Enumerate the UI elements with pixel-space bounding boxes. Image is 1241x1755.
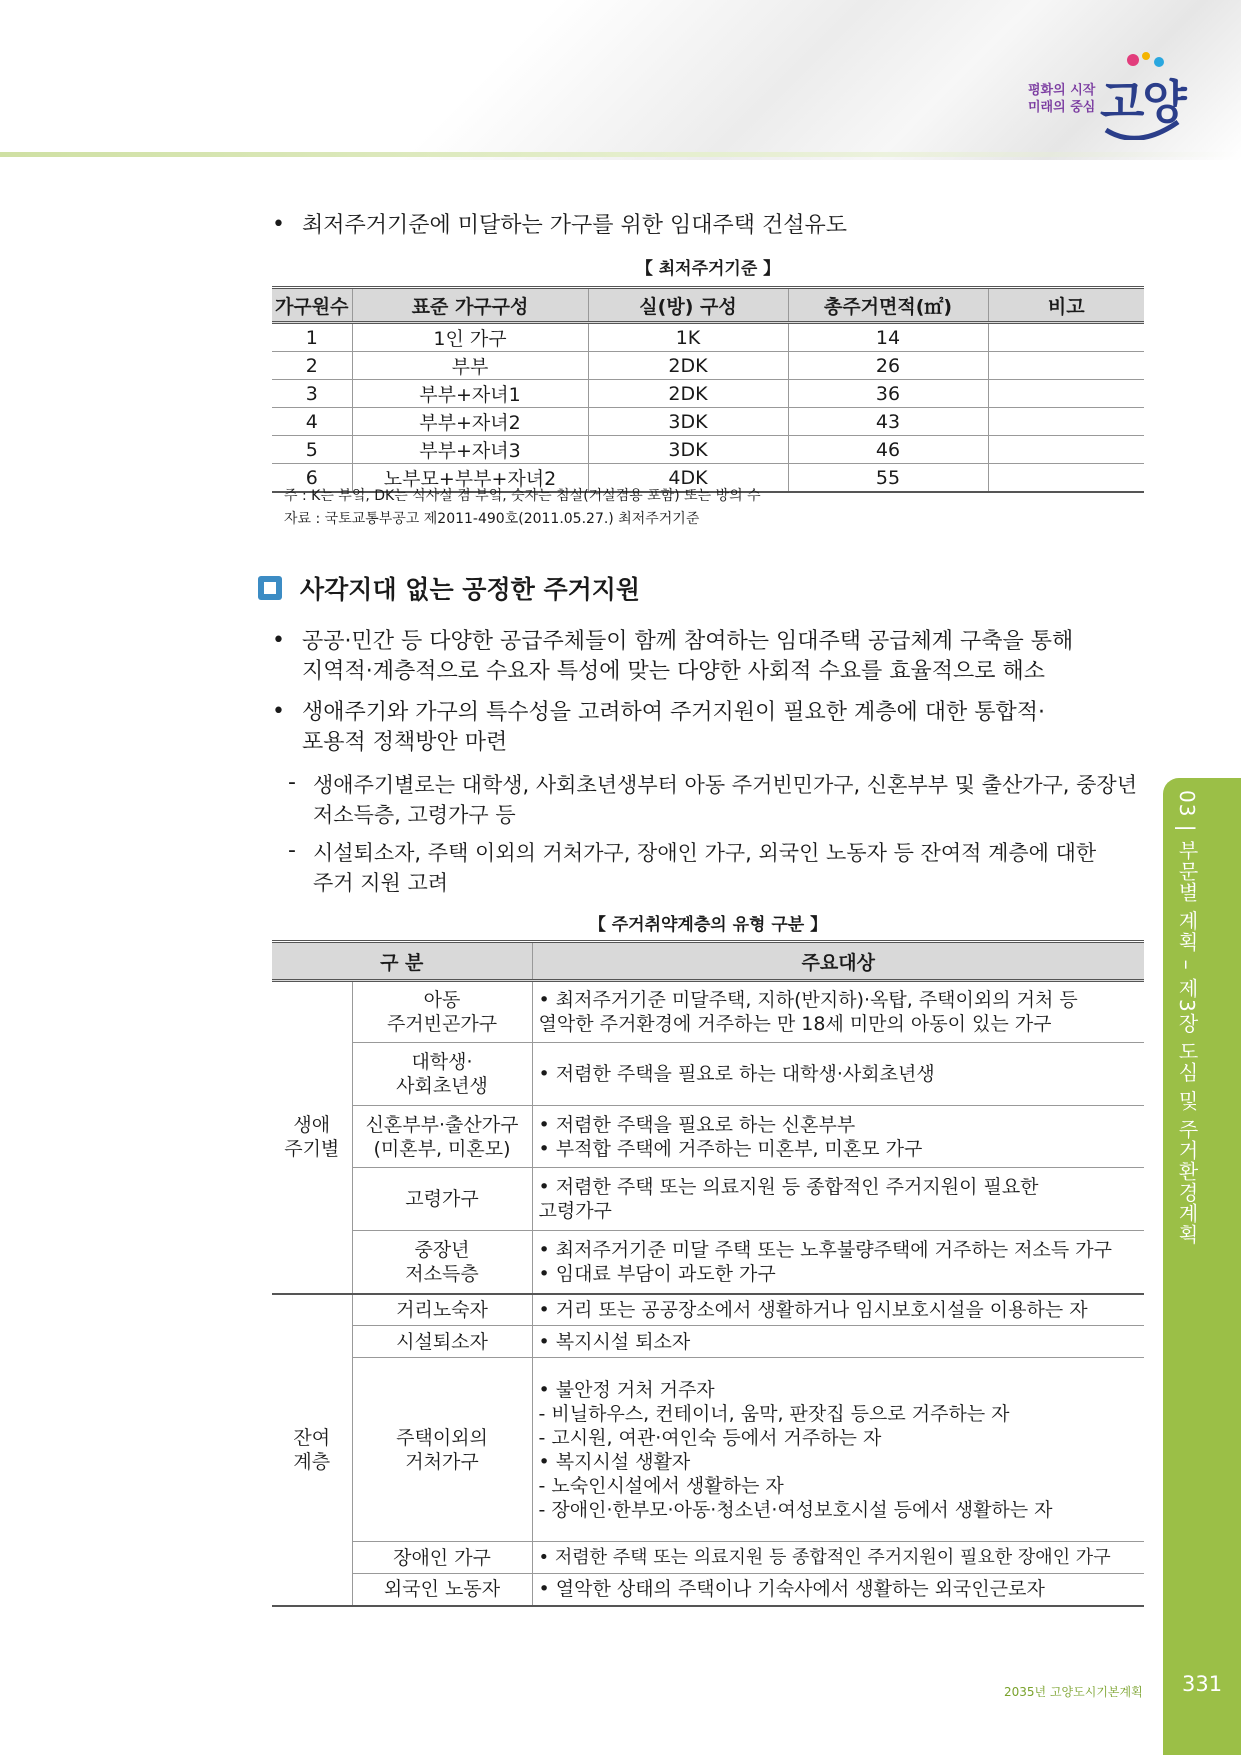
target-text: • 최저주거기준 미달주택, 지하(반지하)·옥탑, 주택이외의 거처 등 — [538, 989, 1078, 1011]
bullet-dot: • — [272, 212, 285, 237]
sub-label: 고령가구 — [405, 1188, 479, 1210]
table-row — [272, 1542, 1144, 1574]
target-text: • 열악한 상태의 주택이나 기숙사에서 생활하는 외국인근로자 — [538, 1578, 1045, 1601]
table-cell — [988, 464, 1144, 493]
bullet1-line1: 공공·민간 등 다양한 공급주체들이 함께 참여하는 임대주택 공급체계 구축을 통해 — [302, 629, 1074, 654]
table-cell: 1K — [588, 323, 788, 352]
chapter-side-label: 03 | 부문별 계획 – 제3장 도심 및 주거환경계획 — [1175, 790, 1199, 1245]
table-cell: 부부+자녀2 — [352, 408, 588, 436]
table-header: 표준 가구구성 — [352, 288, 588, 323]
table-row — [272, 408, 1144, 436]
sub-label: 사회초년생 — [396, 1075, 488, 1097]
sub-label: 주거빈곤가구 — [386, 1013, 498, 1035]
header-accent-line — [0, 152, 1241, 157]
table1-source: 자료 : 국토교통부공고 제2011-490호(2011.05.27.) 최저주거기준 — [284, 511, 700, 527]
table-cell: 4 — [272, 408, 352, 436]
bullet2-line2: 포용적 정책방안 마련 — [302, 730, 508, 755]
target-text: • 저렴한 주택 또는 의료지원 등 종합적인 주거지원이 필요한 — [538, 1176, 1039, 1198]
table-row — [272, 1168, 1144, 1231]
table-cell: 3DK — [588, 436, 788, 464]
sub-cell — [352, 1358, 532, 1542]
table-header: 비고 — [988, 288, 1144, 323]
target-text: • 최저주거기준 미달 주택 또는 노후불량주택에 거주하는 저소득 가구 — [538, 1238, 1112, 1261]
target-text: • 저렴한 주택을 필요로 하는 신혼부부 — [538, 1113, 856, 1136]
bullet-dot: • — [272, 699, 285, 724]
sub-label: 거처가구 — [405, 1450, 479, 1473]
sub-label: 주택이외의 — [396, 1426, 488, 1449]
target-cell — [532, 1106, 1144, 1168]
table-header-row — [272, 288, 1144, 323]
table-row — [272, 436, 1144, 464]
table-cell: 1인 가구 — [352, 323, 588, 352]
target-text: - 비닐하우스, 컨테이너, 움막, 판잣집 등으로 거주하는 자 — [538, 1402, 1010, 1425]
table-row — [272, 1358, 1144, 1542]
sub-label: 거리노숙자 — [396, 1298, 488, 1321]
target-cell — [532, 1231, 1144, 1294]
table-cell — [988, 352, 1144, 380]
table-cell: 3DK — [588, 408, 788, 436]
table-cell: 55 — [788, 464, 988, 493]
page-number: 331 — [1182, 1672, 1223, 1696]
table-cell — [988, 323, 1144, 352]
sub-label: 신혼부부·출산가구 — [365, 1113, 519, 1136]
table-cell: 부부 — [352, 352, 588, 380]
group-cell-lifecycle — [272, 981, 352, 1294]
footer-document-title: 2035년 고양도시기본계획 — [1004, 1685, 1143, 1699]
table-row — [272, 352, 1144, 380]
target-text: • 부적합 주택에 거주하는 미혼부, 미혼모 가구 — [538, 1137, 923, 1160]
target-text: 열악한 주거환경에 거주하는 만 18세 미만의 아동이 있는 가구 — [538, 1013, 1052, 1035]
sub-label: (미혼부, 미혼모) — [373, 1137, 511, 1160]
table-cell: 36 — [788, 380, 988, 408]
table1-caption: 【 최저주거기준 】 — [635, 259, 781, 279]
dash2-line1: 시설퇴소자, 주택 이외의 거처가구, 장애인 가구, 외국인 노동자 등 잔여적 계층에 대한 — [313, 841, 1097, 865]
table-header: 구 분 — [272, 942, 532, 981]
section-title: 사각지대 없는 공정한 주거지원 — [300, 575, 641, 604]
table-cell — [988, 436, 1144, 464]
table-cell: 6 — [272, 464, 352, 493]
dash1-line2: 저소득층, 고령가구 등 — [313, 803, 516, 827]
table-cell: 4DK — [588, 464, 788, 493]
table-cell — [988, 380, 1144, 408]
sub-label: 시설퇴소자 — [396, 1330, 488, 1353]
table-cell: 부부+자녀3 — [352, 436, 588, 464]
sub-cell — [352, 1542, 532, 1574]
sub-cell — [352, 1231, 532, 1294]
table2-caption: 【 주거취약계층의 유형 구분 】 — [588, 915, 828, 935]
vulnerable-class-table — [272, 940, 1144, 1607]
table-row — [272, 1106, 1144, 1168]
sub-label: 장애인 가구 — [393, 1546, 491, 1569]
group-label: 생애 — [293, 1114, 331, 1137]
target-cell — [532, 1358, 1144, 1542]
bullet1-line2: 지역적·계층적으로 수요자 특성에 맞는 다양한 사회적 수요를 효율적으로 해소 — [302, 659, 1046, 684]
dash-mark: - — [288, 838, 296, 863]
table-cell: 1 — [272, 323, 352, 352]
table-cell: 14 — [788, 323, 988, 352]
target-cell — [532, 1326, 1144, 1358]
table-cell: 5 — [272, 436, 352, 464]
dash1-line1: 생애주기별로는 대학생, 사회초년생부터 아동 주거빈민가구, 신혼부부 및 출산가구, 중장년 — [313, 773, 1138, 797]
table1-note: 주 : K는 부엌, DK는 식사실 겸 부엌, 숫자는 침실(거실겸용 포함) 또는 방의 수 — [284, 488, 761, 504]
target-cell — [532, 1542, 1144, 1574]
target-text: 고령가구 — [538, 1200, 612, 1222]
logo-name: 고양 — [1100, 75, 1185, 129]
group-cell-residual — [272, 1294, 352, 1606]
section-square-icon — [258, 576, 282, 600]
sub-cell — [352, 1326, 532, 1358]
table-cell: 2DK — [588, 352, 788, 380]
table-header: 총주거면적(㎡) — [788, 288, 988, 323]
target-cell — [532, 1168, 1144, 1231]
sub-cell — [352, 1043, 532, 1106]
table-cell: 2 — [272, 352, 352, 380]
target-cell — [532, 981, 1144, 1043]
target-text: • 저렴한 주택을 필요로 하는 대학생·사회초년생 — [538, 1063, 935, 1085]
logo-slogan-2: 미래의 중심 — [1028, 100, 1096, 115]
table-header-row — [272, 942, 1144, 981]
dash-mark: - — [288, 770, 296, 795]
table-row — [272, 323, 1144, 352]
target-text: • 불안정 거처 거주자 — [538, 1378, 715, 1401]
group-label: 주기별 — [284, 1138, 340, 1161]
group-label: 계층 — [293, 1450, 331, 1473]
logo-slogan-1: 평화의 시작 — [1028, 83, 1096, 98]
table-header: 실(방) 구성 — [588, 288, 788, 323]
target-text: • 임대료 부담이 과도한 가구 — [538, 1262, 776, 1285]
table-cell: 부부+자녀1 — [352, 380, 588, 408]
bullet-top: 최저주거기준에 미달하는 가구를 위한 임대주택 건설유도 — [302, 213, 848, 238]
group-label: 잔여 — [293, 1426, 331, 1449]
sub-cell — [352, 1574, 532, 1606]
goyang-logo — [1028, 50, 1188, 140]
table-header: 가구원수 — [272, 288, 352, 323]
table-cell: 26 — [788, 352, 988, 380]
minimum-housing-table — [272, 286, 1144, 493]
bullet2-line1: 생애주기와 가구의 특수성을 고려하여 주거지원이 필요한 계층에 대한 통합적· — [302, 700, 1046, 725]
target-text: • 복지시설 퇴소자 — [538, 1330, 691, 1353]
table-header: 주요대상 — [532, 942, 1144, 981]
table-cell: 3 — [272, 380, 352, 408]
sub-cell — [352, 1106, 532, 1168]
table-row — [272, 1574, 1144, 1606]
target-cell — [532, 1294, 1144, 1326]
target-text: • 저렴한 주택 또는 의료지원 등 종합적인 주거지원이 필요한 장애인 가구 — [538, 1546, 1111, 1568]
sub-label: 대학생· — [411, 1051, 473, 1073]
table-row — [272, 1231, 1144, 1294]
bullet-dot: • — [272, 628, 285, 653]
table-cell: 2DK — [588, 380, 788, 408]
sub-cell — [352, 1168, 532, 1231]
sub-cell — [352, 981, 532, 1043]
table-cell: 노부모+부부+자녀2 — [352, 464, 588, 493]
table-cell: 46 — [788, 436, 988, 464]
dash2-line2: 주거 지원 고려 — [313, 871, 449, 895]
table-row — [272, 981, 1144, 1043]
table-row — [272, 1294, 1144, 1326]
sub-label: 저소득층 — [405, 1262, 479, 1285]
target-text: - 고시원, 여관·여인숙 등에서 거주하는 자 — [538, 1426, 882, 1449]
target-text: • 거리 또는 공공장소에서 생활하거나 임시보호시설을 이용하는 자 — [538, 1298, 1088, 1321]
table-cell: 43 — [788, 408, 988, 436]
target-text: - 노숙인시설에서 생활하는 자 — [538, 1474, 784, 1497]
sub-label: 중장년 — [414, 1238, 470, 1261]
target-text: • 복지시설 생활자 — [538, 1450, 691, 1473]
target-text: - 장애인·한부모·아동·청소년·여성보호시설 등에서 생활하는 자 — [538, 1498, 1053, 1521]
sub-label: 아동 — [423, 989, 461, 1011]
table-cell — [988, 408, 1144, 436]
table-row — [272, 1043, 1144, 1106]
sub-label: 외국인 노동자 — [383, 1578, 501, 1601]
target-cell — [532, 1574, 1144, 1606]
table-row — [272, 1326, 1144, 1358]
sub-cell — [352, 1294, 532, 1326]
table-row — [272, 380, 1144, 408]
target-cell — [532, 1043, 1144, 1106]
